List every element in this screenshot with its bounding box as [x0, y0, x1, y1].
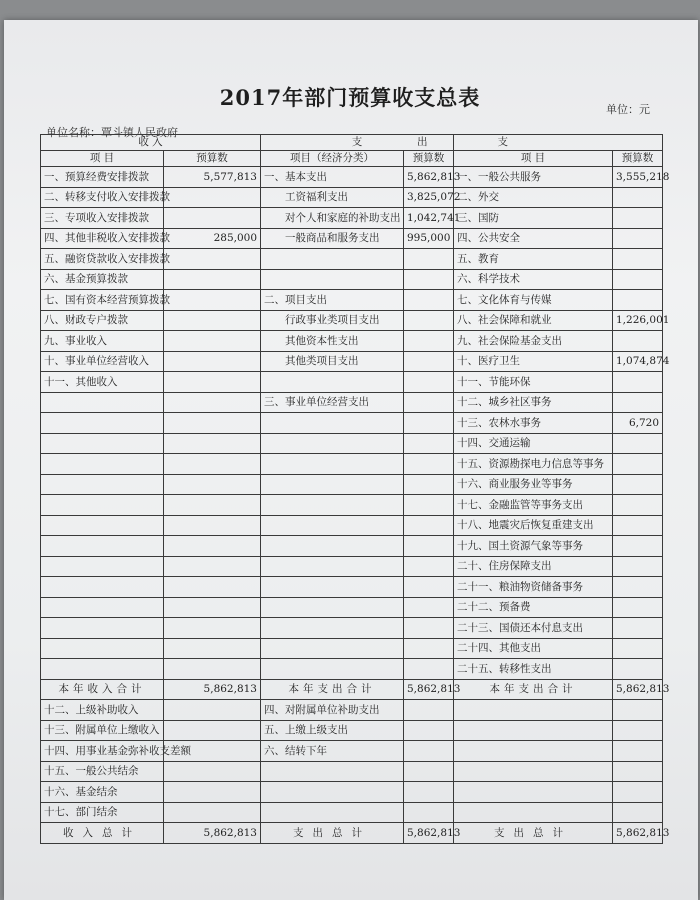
budget-amount-cell	[613, 597, 663, 618]
item-name-cell: 五、上缴上级支出	[261, 720, 404, 741]
item-name-cell: 本年支出合计	[454, 679, 613, 700]
item-name-cell	[261, 495, 404, 516]
item-name-cell	[261, 761, 404, 782]
item-name-cell: 二十二、预备费	[454, 597, 613, 618]
item-name-cell: 二、转移支付收入安排拨款	[41, 187, 164, 208]
item-name-cell	[261, 556, 404, 577]
item-name-cell: 十、事业单位经营收入	[41, 351, 164, 372]
table-row	[41, 720, 663, 741]
item-name-cell: 十三、附属单位上缴收入	[41, 720, 164, 741]
item-name-cell: 二、项目支出	[261, 290, 404, 311]
table-row	[41, 290, 663, 311]
item-name-cell	[261, 577, 404, 598]
item-name-cell	[454, 802, 613, 823]
item-name-cell: 一、一般公共服务	[454, 167, 613, 188]
budget-amount-cell: 5,862,813	[404, 679, 454, 700]
column-header: 项 目	[454, 151, 613, 167]
item-name-cell	[261, 454, 404, 475]
budget-amount-cell	[164, 597, 261, 618]
table-row	[41, 556, 663, 577]
column-header: 预算数	[404, 151, 454, 167]
item-name-cell	[261, 269, 404, 290]
item-name-cell: 十七、部门结余	[41, 802, 164, 823]
item-name-cell: 支出总计	[454, 823, 613, 844]
budget-amount-cell: 5,862,813	[613, 679, 663, 700]
budget-amount-cell: 5,862,813	[404, 823, 454, 844]
item-name-cell: 工资福利支出	[261, 187, 404, 208]
table-row	[41, 269, 663, 290]
item-name-cell	[261, 413, 404, 434]
table-row	[41, 208, 663, 229]
table-row	[41, 761, 663, 782]
item-name-cell	[41, 618, 164, 639]
budget-amount-cell: 285,000	[164, 228, 261, 249]
budget-amount-cell: 3,825,072	[404, 187, 454, 208]
item-name-cell: 十四、用事业基金弥补收支差额	[41, 741, 164, 762]
budget-amount-cell	[404, 474, 454, 495]
item-name-cell: 七、国有资本经营预算拨款	[41, 290, 164, 311]
item-name-cell	[41, 536, 164, 557]
item-name-cell	[41, 556, 164, 577]
budget-amount-cell	[164, 515, 261, 536]
item-name-cell	[261, 372, 404, 393]
item-name-cell: 十二、城乡社区事务	[454, 392, 613, 413]
budget-amount-cell	[164, 413, 261, 434]
item-name-cell: 支出总计	[261, 823, 404, 844]
table-row	[41, 536, 663, 557]
item-name-cell	[41, 577, 164, 598]
item-name-cell	[41, 638, 164, 659]
item-name-cell: 二十四、其他支出	[454, 638, 613, 659]
budget-amount-cell: 1,042,741	[404, 208, 454, 229]
budget-amount-cell	[164, 802, 261, 823]
budget-amount-cell	[404, 269, 454, 290]
budget-amount-cell	[164, 618, 261, 639]
table-row	[41, 351, 663, 372]
item-name-cell: 其他类项目支出	[261, 351, 404, 372]
budget-amount-cell	[613, 741, 663, 762]
item-name-cell: 六、基金预算拨款	[41, 269, 164, 290]
budget-amount-cell	[613, 269, 663, 290]
item-name-cell: 三、专项收入安排拨款	[41, 208, 164, 229]
budget-amount-cell	[164, 577, 261, 598]
table-row	[41, 187, 663, 208]
item-name-cell	[261, 802, 404, 823]
budget-amount-cell	[613, 515, 663, 536]
org-name-label: 单位名称：覃斗镇人民政府	[46, 126, 178, 139]
table-row	[41, 310, 663, 331]
item-name-cell	[454, 782, 613, 803]
expense-header-char: 支	[497, 136, 508, 149]
item-name-cell: 五、教育	[454, 249, 613, 270]
item-name-cell: 十八、地震灾后恢复重建支出	[454, 515, 613, 536]
budget-amount-cell	[404, 290, 454, 311]
table-row	[41, 638, 663, 659]
budget-amount-cell: 5,862,813	[164, 823, 261, 844]
budget-amount-cell	[164, 720, 261, 741]
budget-amount-cell	[404, 761, 454, 782]
table-row	[41, 597, 663, 618]
item-name-cell	[261, 515, 404, 536]
budget-amount-cell	[404, 310, 454, 331]
budget-amount-cell	[613, 474, 663, 495]
budget-amount-cell	[404, 597, 454, 618]
budget-amount-cell	[164, 372, 261, 393]
item-name-cell: 十六、商业服务业等事务	[454, 474, 613, 495]
budget-amount-cell	[613, 454, 663, 475]
table-row	[41, 331, 663, 352]
expense-header-char: 出	[417, 136, 428, 149]
item-name-cell	[454, 741, 613, 762]
budget-amount-cell	[404, 433, 454, 454]
item-name-cell: 五、融资贷款收入安排拨款	[41, 249, 164, 270]
table-row	[41, 433, 663, 454]
item-name-cell	[41, 413, 164, 434]
table-row	[41, 228, 663, 249]
table-row	[41, 515, 663, 536]
budget-amount-cell	[164, 659, 261, 680]
budget-amount-cell: 995,000	[404, 228, 454, 249]
table-row	[41, 454, 663, 475]
item-name-cell	[261, 597, 404, 618]
budget-amount-cell: 5,862,813	[404, 167, 454, 188]
budget-amount-cell	[404, 454, 454, 475]
table-row	[41, 802, 663, 823]
budget-amount-cell	[613, 372, 663, 393]
item-name-cell: 三、国防	[454, 208, 613, 229]
item-name-cell	[41, 454, 164, 475]
budget-amount-cell	[164, 249, 261, 270]
budget-amount-cell	[404, 351, 454, 372]
budget-amount-cell	[404, 802, 454, 823]
budget-amount-cell	[613, 536, 663, 557]
table-row	[41, 782, 663, 803]
budget-amount-cell	[164, 761, 261, 782]
budget-amount-cell	[404, 556, 454, 577]
table-row	[41, 167, 663, 188]
budget-amount-cell	[404, 413, 454, 434]
item-name-cell	[41, 495, 164, 516]
item-name-cell: 十五、一般公共结余	[41, 761, 164, 782]
budget-amount-cell	[613, 577, 663, 598]
item-name-cell	[261, 249, 404, 270]
item-name-cell: 六、结转下年	[261, 741, 404, 762]
table-row	[41, 495, 663, 516]
table-row	[41, 413, 663, 434]
budget-amount-cell: 5,862,813	[164, 679, 261, 700]
budget-amount-cell	[164, 208, 261, 229]
item-name-cell	[261, 618, 404, 639]
budget-amount-cell	[613, 700, 663, 721]
budget-amount-cell	[164, 556, 261, 577]
item-name-cell	[41, 474, 164, 495]
item-name-cell: 四、公共安全	[454, 228, 613, 249]
item-name-cell: 十、医疗卫生	[454, 351, 613, 372]
item-name-cell: 二十、住房保障支出	[454, 556, 613, 577]
budget-amount-cell	[613, 331, 663, 352]
item-name-cell: 四、对附属单位补助支出	[261, 700, 404, 721]
item-name-cell: 对个人和家庭的补助支出	[261, 208, 404, 229]
page-title: 2017年部门预算收支总表	[219, 85, 481, 110]
item-name-cell: 八、财政专户拨款	[41, 310, 164, 331]
budget-amount-cell	[613, 249, 663, 270]
budget-amount-cell	[613, 392, 663, 413]
item-name-cell: 八、社会保障和就业	[454, 310, 613, 331]
table-row	[41, 392, 663, 413]
budget-amount-cell	[164, 782, 261, 803]
budget-amount-cell	[164, 290, 261, 311]
budget-amount-cell: 3,555,218	[613, 167, 663, 188]
item-name-cell	[261, 536, 404, 557]
item-name-cell: 收入总计	[41, 823, 164, 844]
item-name-cell	[41, 515, 164, 536]
budget-amount-cell	[613, 495, 663, 516]
table-row	[41, 372, 663, 393]
budget-amount-cell: 6,720	[613, 413, 663, 434]
budget-amount-cell	[164, 351, 261, 372]
budget-amount-cell	[404, 618, 454, 639]
budget-amount-cell	[404, 249, 454, 270]
budget-amount-cell	[613, 228, 663, 249]
item-name-cell: 六、科学技术	[454, 269, 613, 290]
item-name-cell: 十四、交通运输	[454, 433, 613, 454]
budget-table	[40, 134, 670, 844]
item-name-cell	[261, 782, 404, 803]
budget-amount-cell: 5,862,813	[613, 823, 663, 844]
budget-amount-cell	[404, 741, 454, 762]
item-name-cell: 二、外交	[454, 187, 613, 208]
item-name-cell: 行政事业类项目支出	[261, 310, 404, 331]
budget-amount-cell	[164, 310, 261, 331]
table-row	[41, 618, 663, 639]
item-name-cell	[41, 659, 164, 680]
column-header: 项目（经济分类）	[261, 151, 404, 167]
item-name-cell: 一、预算经费安排拨款	[41, 167, 164, 188]
budget-amount-cell	[164, 392, 261, 413]
item-name-cell	[261, 659, 404, 680]
table-row	[41, 249, 663, 270]
item-name-cell	[454, 761, 613, 782]
item-name-cell: 二十一、粮油物资储备事务	[454, 577, 613, 598]
budget-amount-cell	[164, 433, 261, 454]
table-row	[41, 577, 663, 598]
item-name-cell: 二十三、国债还本付息支出	[454, 618, 613, 639]
item-name-cell	[261, 474, 404, 495]
item-name-cell: 九、事业收入	[41, 331, 164, 352]
income-section-header: 收 入	[41, 135, 261, 151]
item-name-cell: 十五、资源勘探电力信息等事务	[454, 454, 613, 475]
budget-amount-cell	[164, 474, 261, 495]
budget-amount-cell	[404, 392, 454, 413]
budget-amount-cell	[404, 638, 454, 659]
budget-amount-cell: 5,577,813	[164, 167, 261, 188]
budget-amount-cell	[613, 618, 663, 639]
budget-amount-cell	[404, 536, 454, 557]
budget-amount-cell: 1,074,874	[613, 351, 663, 372]
budget-amount-cell	[404, 659, 454, 680]
table-row	[41, 741, 663, 762]
item-name-cell: 一、基本支出	[261, 167, 404, 188]
item-name-cell	[454, 720, 613, 741]
item-name-cell: 二十五、转移性支出	[454, 659, 613, 680]
item-name-cell: 十一、其他收入	[41, 372, 164, 393]
budget-amount-cell	[613, 556, 663, 577]
budget-amount-cell	[164, 269, 261, 290]
budget-amount-cell	[164, 331, 261, 352]
expense-section-header-right	[417, 135, 663, 151]
item-name-cell: 十九、国土资源气象等事务	[454, 536, 613, 557]
budget-amount-cell	[164, 638, 261, 659]
budget-amount-cell	[613, 761, 663, 782]
budget-amount-cell	[613, 720, 663, 741]
budget-amount-cell	[404, 331, 454, 352]
budget-amount-cell	[613, 659, 663, 680]
budget-amount-cell	[164, 536, 261, 557]
budget-amount-cell	[164, 187, 261, 208]
budget-amount-cell	[404, 720, 454, 741]
budget-amount-cell	[613, 187, 663, 208]
item-name-cell: 十六、基金结余	[41, 782, 164, 803]
expense-section-header-left: 支	[261, 135, 454, 151]
column-header-row	[41, 151, 663, 167]
budget-amount-cell	[613, 782, 663, 803]
budget-amount-cell	[404, 700, 454, 721]
column-header: 预算数	[613, 151, 663, 167]
budget-amount-cell	[404, 372, 454, 393]
item-name-cell: 四、其他非税收入安排拨款	[41, 228, 164, 249]
table-row	[41, 700, 663, 721]
item-name-cell: 十七、金融监管等事务支出	[454, 495, 613, 516]
budget-amount-cell	[164, 454, 261, 475]
unit-label: 单位：元	[606, 103, 650, 116]
item-name-cell	[41, 433, 164, 454]
item-name-cell	[261, 638, 404, 659]
budget-amount-cell	[404, 495, 454, 516]
item-name-cell: 本年支出合计	[261, 679, 404, 700]
budget-amount-cell	[613, 290, 663, 311]
item-name-cell: 九、社会保险基金支出	[454, 331, 613, 352]
budget-amount-cell: 1,226,001	[613, 310, 663, 331]
item-name-cell	[261, 433, 404, 454]
item-name-cell: 十三、农林水事务	[454, 413, 613, 434]
table-row	[41, 679, 663, 700]
table-row	[41, 823, 663, 844]
table-row	[41, 474, 663, 495]
item-name-cell: 十一、节能环保	[454, 372, 613, 393]
budget-amount-cell	[613, 433, 663, 454]
budget-amount-cell	[404, 515, 454, 536]
item-name-cell: 其他资本性支出	[261, 331, 404, 352]
item-name-cell	[41, 597, 164, 618]
column-header: 项 目	[41, 151, 164, 167]
budget-amount-cell	[164, 700, 261, 721]
section-header-row	[41, 135, 663, 151]
budget-amount-cell	[404, 577, 454, 598]
budget-amount-cell	[613, 638, 663, 659]
item-name-cell: 十二、上级补助收入	[41, 700, 164, 721]
budget-amount-cell	[613, 208, 663, 229]
item-name-cell: 七、文化体育与传媒	[454, 290, 613, 311]
column-header: 预算数	[164, 151, 261, 167]
item-name-cell: 一般商品和服务支出	[261, 228, 404, 249]
item-name-cell	[41, 392, 164, 413]
budget-amount-cell	[613, 802, 663, 823]
item-name-cell: 三、事业单位经营支出	[261, 392, 404, 413]
table-row	[41, 659, 663, 680]
budget-amount-cell	[164, 495, 261, 516]
budget-amount-cell	[404, 782, 454, 803]
budget-table-body	[41, 135, 670, 844]
item-name-cell	[454, 700, 613, 721]
item-name-cell: 本年收入合计	[41, 679, 164, 700]
